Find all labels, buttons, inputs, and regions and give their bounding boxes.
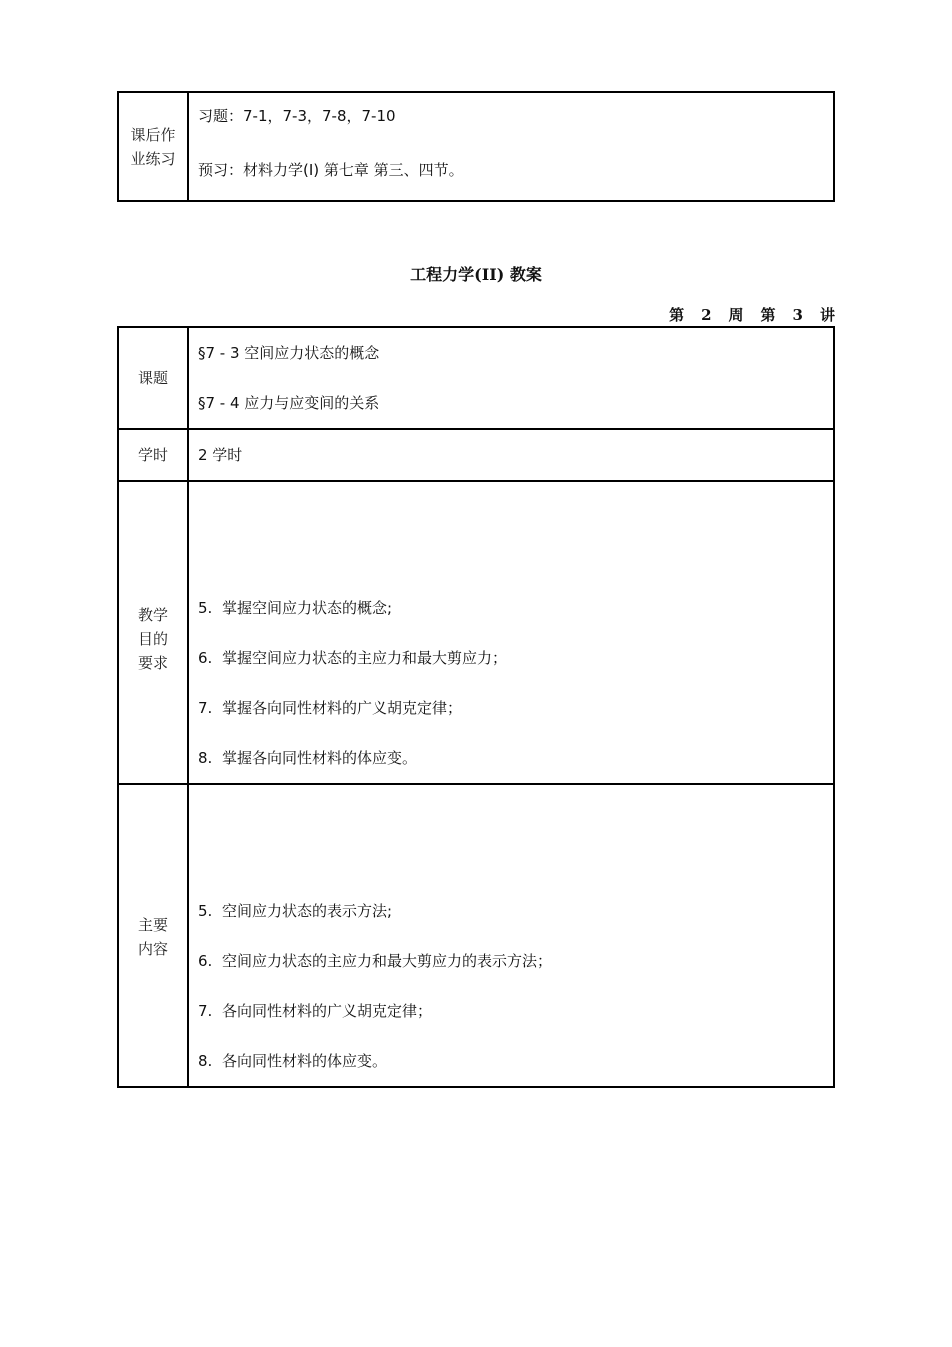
topic-item: §7 - 3 空间应力状态的概念 [198,344,380,362]
lesson-plan-table [117,326,835,1088]
spacer [198,482,833,583]
homework-table [117,91,835,202]
objective-text: 掌握空间应力状态的主应力和最大剪应力； [222,649,508,667]
objective-text: 掌握空间应力状态的概念; [222,599,393,617]
content-item [198,986,833,1036]
objective-text: 掌握各向同性材料的广义胡克定律； [222,699,463,717]
homework-label: 课后作业练习 [130,125,176,168]
topic-row [118,327,834,429]
week-number: 2 [701,306,712,324]
content-number: 5. [198,902,213,920]
objective-item [198,583,833,633]
week-prefix: 第 [669,306,685,324]
objective-item [198,733,833,783]
content-item [198,1036,833,1086]
hours-value: 2 学时 [198,446,243,464]
topic-item: §7 - 4 应力与应变间的关系 [198,394,380,412]
objective-number: 5. [198,599,213,617]
content-number: 7. [198,1002,213,1020]
document-title: 工程力学(II) 教案 [410,265,542,284]
objective-item [198,683,833,733]
content-item [198,886,833,936]
objective-number: 8. [198,749,213,767]
lecture-number: 3 [792,306,803,324]
content-item [198,936,833,986]
objective-item [198,633,833,683]
objective-number: 6. [198,649,213,667]
objective-text: 掌握各向同性材料的体应变。 [222,749,418,767]
topic-label: 课题 [118,327,188,429]
week-unit: 周 [728,306,744,324]
homework-label-cell [118,92,188,201]
lecture-prefix: 第 [760,306,776,324]
objectives-row [118,481,834,784]
spacer [198,785,833,886]
hours-label: 学时 [118,429,188,481]
objective-number: 7. [198,699,213,717]
topic-content-cell [188,327,834,429]
objectives-label: 教学目的要求 [137,605,168,672]
homework-content-cell [188,92,834,201]
objectives-content-cell [188,481,834,784]
content-text: 各向同性材料的广义胡克定律； [222,1002,433,1020]
objectives-label-cell [118,481,188,784]
content-number: 6. [198,952,213,970]
hours-row [118,429,834,481]
week-lecture-line [652,304,835,325]
content-text: 各向同性材料的体应变。 [222,1052,388,1070]
hours-content-cell [188,429,834,481]
homework-exercises: 习题：7-1，7-3，7-8，7-10 [198,106,396,125]
homework-preview: 预习：材料力学(I) 第七章 第三、四节。 [198,160,464,179]
lecture-unit: 讲 [819,306,835,324]
content-label: 主要内容 [137,915,168,958]
content-row [118,784,834,1087]
content-label-cell [118,784,188,1087]
content-number: 8. [198,1052,213,1070]
content-text: 空间应力状态的表示方法; [222,902,393,920]
content-text: 空间应力状态的主应力和最大剪应力的表示方法； [222,952,553,970]
content-content-cell [188,784,834,1087]
